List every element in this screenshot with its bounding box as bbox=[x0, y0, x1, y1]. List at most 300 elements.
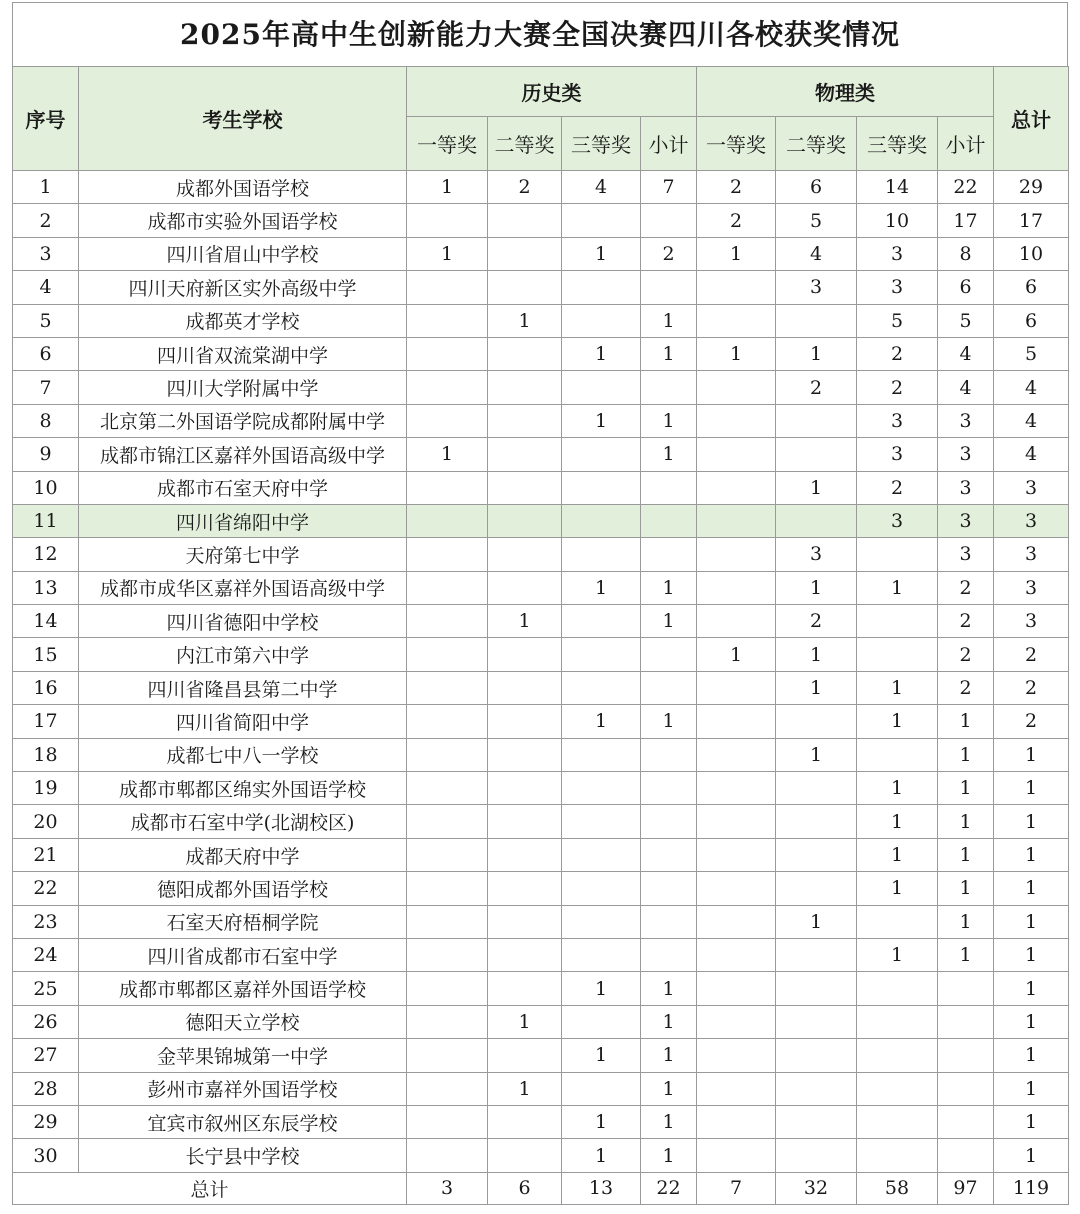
cell-physics-first bbox=[697, 538, 776, 571]
cell-history-first bbox=[407, 972, 488, 1005]
cell-history-subtotal bbox=[641, 772, 697, 805]
cell-physics-subtotal: 2 bbox=[938, 605, 994, 638]
cell-physics-second: 3 bbox=[776, 538, 857, 571]
cell-total: 2 bbox=[994, 671, 1069, 704]
cell-history-second bbox=[488, 538, 562, 571]
cell-no: 6 bbox=[13, 337, 79, 370]
cell-physics-subtotal: 3 bbox=[938, 471, 994, 504]
cell-history-third bbox=[562, 838, 641, 871]
cell-physics-third bbox=[857, 1005, 938, 1038]
cell-history-subtotal bbox=[641, 204, 697, 237]
cell-school: 成都市实验外国语学校 bbox=[79, 204, 407, 237]
cell-history-second bbox=[488, 237, 562, 270]
totals-history-first: 3 bbox=[407, 1172, 488, 1204]
table-row bbox=[13, 237, 1069, 270]
cell-no: 20 bbox=[13, 805, 79, 838]
totals-label: 总计 bbox=[13, 1172, 407, 1204]
cell-history-first: 1 bbox=[407, 171, 488, 204]
cell-history-subtotal: 1 bbox=[641, 1072, 697, 1105]
cell-physics-subtotal bbox=[938, 1005, 994, 1038]
cell-history-subtotal bbox=[641, 638, 697, 671]
cell-no: 22 bbox=[13, 872, 79, 905]
totals-physics-second: 32 bbox=[776, 1172, 857, 1204]
cell-school: 金苹果锦城第一中学 bbox=[79, 1039, 407, 1072]
cell-no: 9 bbox=[13, 438, 79, 471]
cell-history-second bbox=[488, 705, 562, 738]
cell-total: 1 bbox=[994, 905, 1069, 938]
cell-physics-subtotal: 8 bbox=[938, 237, 994, 270]
cell-history-second bbox=[488, 1105, 562, 1138]
cell-physics-subtotal: 3 bbox=[938, 438, 994, 471]
cell-physics-subtotal bbox=[938, 1072, 994, 1105]
totals-physics-first: 7 bbox=[697, 1172, 776, 1204]
cell-history-second bbox=[488, 638, 562, 671]
cell-physics-subtotal: 6 bbox=[938, 271, 994, 304]
table-row bbox=[13, 304, 1069, 337]
cell-physics-second bbox=[776, 705, 857, 738]
awards-table bbox=[12, 66, 1069, 1205]
cell-history-subtotal bbox=[641, 471, 697, 504]
cell-history-first bbox=[407, 1039, 488, 1072]
table-row bbox=[13, 371, 1069, 404]
cell-history-first bbox=[407, 204, 488, 237]
cell-school: 四川省成都市石室中学 bbox=[79, 938, 407, 971]
table-row bbox=[13, 438, 1069, 471]
table-body bbox=[13, 171, 1069, 1173]
cell-history-first bbox=[407, 1105, 488, 1138]
cell-physics-second bbox=[776, 938, 857, 971]
page-title: 2025年高中生创新能力大赛全国决赛四川各校获奖情况 bbox=[12, 2, 1068, 66]
header-physics: 物理类 bbox=[697, 67, 994, 117]
cell-physics-third: 3 bbox=[857, 404, 938, 437]
cell-physics-subtotal bbox=[938, 1039, 994, 1072]
cell-no: 10 bbox=[13, 471, 79, 504]
header-history: 历史类 bbox=[407, 67, 697, 117]
cell-history-third bbox=[562, 671, 641, 704]
totals-physics-third: 58 bbox=[857, 1172, 938, 1204]
cell-history-first bbox=[407, 872, 488, 905]
cell-physics-second bbox=[776, 972, 857, 1005]
cell-school: 成都市成华区嘉祥外国语高级中学 bbox=[79, 571, 407, 604]
cell-physics-third: 3 bbox=[857, 271, 938, 304]
cell-history-second: 1 bbox=[488, 605, 562, 638]
cell-physics-subtotal: 22 bbox=[938, 171, 994, 204]
cell-school: 成都市郫都区绵实外国语学校 bbox=[79, 772, 407, 805]
cell-history-third: 1 bbox=[562, 237, 641, 270]
cell-physics-third bbox=[857, 1139, 938, 1172]
cell-total: 1 bbox=[994, 738, 1069, 771]
cell-physics-third: 14 bbox=[857, 171, 938, 204]
cell-physics-first bbox=[697, 738, 776, 771]
cell-physics-subtotal: 17 bbox=[938, 204, 994, 237]
cell-physics-third: 1 bbox=[857, 772, 938, 805]
cell-physics-third: 2 bbox=[857, 471, 938, 504]
cell-no: 17 bbox=[13, 705, 79, 738]
cell-history-first bbox=[407, 671, 488, 704]
cell-no: 11 bbox=[13, 504, 79, 537]
cell-physics-first bbox=[697, 271, 776, 304]
cell-physics-second: 1 bbox=[776, 905, 857, 938]
cell-school: 德阳天立学校 bbox=[79, 1005, 407, 1038]
cell-history-second bbox=[488, 371, 562, 404]
cell-history-first bbox=[407, 838, 488, 871]
cell-physics-first bbox=[697, 938, 776, 971]
cell-physics-second: 1 bbox=[776, 738, 857, 771]
cell-physics-first bbox=[697, 872, 776, 905]
cell-history-subtotal bbox=[641, 538, 697, 571]
cell-school: 长宁县中学校 bbox=[79, 1139, 407, 1172]
cell-history-third bbox=[562, 938, 641, 971]
cell-school: 成都市锦江区嘉祥外国语高级中学 bbox=[79, 438, 407, 471]
table-row bbox=[13, 1005, 1069, 1038]
cell-physics-first: 2 bbox=[697, 171, 776, 204]
cell-physics-third bbox=[857, 1072, 938, 1105]
cell-physics-second: 1 bbox=[776, 471, 857, 504]
cell-history-third bbox=[562, 1072, 641, 1105]
cell-history-subtotal bbox=[641, 905, 697, 938]
cell-history-second bbox=[488, 738, 562, 771]
cell-physics-second bbox=[776, 438, 857, 471]
cell-physics-third: 2 bbox=[857, 371, 938, 404]
table-row bbox=[13, 738, 1069, 771]
cell-history-first: 1 bbox=[407, 438, 488, 471]
cell-school: 内江市第六中学 bbox=[79, 638, 407, 671]
cell-physics-first bbox=[697, 1139, 776, 1172]
cell-physics-third bbox=[857, 1039, 938, 1072]
cell-history-first bbox=[407, 1139, 488, 1172]
cell-physics-first bbox=[697, 438, 776, 471]
cell-history-second bbox=[488, 671, 562, 704]
cell-school: 成都英才学校 bbox=[79, 304, 407, 337]
cell-physics-first bbox=[697, 838, 776, 871]
cell-history-first bbox=[407, 271, 488, 304]
header-no: 序号 bbox=[13, 67, 79, 171]
cell-physics-third bbox=[857, 538, 938, 571]
cell-no: 7 bbox=[13, 371, 79, 404]
cell-physics-second bbox=[776, 772, 857, 805]
cell-physics-subtotal bbox=[938, 1105, 994, 1138]
cell-physics-first bbox=[697, 304, 776, 337]
cell-physics-third: 2 bbox=[857, 337, 938, 370]
cell-total: 10 bbox=[994, 237, 1069, 270]
cell-physics-third bbox=[857, 1105, 938, 1138]
cell-history-third bbox=[562, 872, 641, 905]
cell-physics-second: 1 bbox=[776, 638, 857, 671]
cell-physics-second bbox=[776, 1139, 857, 1172]
table-row bbox=[13, 671, 1069, 704]
cell-physics-third: 10 bbox=[857, 204, 938, 237]
cell-history-third bbox=[562, 905, 641, 938]
cell-physics-first bbox=[697, 404, 776, 437]
cell-no: 30 bbox=[13, 1139, 79, 1172]
table-row bbox=[13, 705, 1069, 738]
cell-physics-first bbox=[697, 1072, 776, 1105]
cell-physics-third: 1 bbox=[857, 872, 938, 905]
cell-history-first bbox=[407, 605, 488, 638]
cell-history-first bbox=[407, 571, 488, 604]
cell-history-first bbox=[407, 404, 488, 437]
cell-total: 1 bbox=[994, 938, 1069, 971]
cell-history-third bbox=[562, 1005, 641, 1038]
cell-physics-subtotal: 1 bbox=[938, 805, 994, 838]
cell-history-second: 1 bbox=[488, 1005, 562, 1038]
cell-school: 四川省眉山中学校 bbox=[79, 237, 407, 270]
cell-physics-first bbox=[697, 504, 776, 537]
cell-physics-third: 1 bbox=[857, 838, 938, 871]
table-row bbox=[13, 271, 1069, 304]
cell-physics-first bbox=[697, 471, 776, 504]
cell-physics-second bbox=[776, 1005, 857, 1038]
table-row bbox=[13, 605, 1069, 638]
cell-total: 1 bbox=[994, 1005, 1069, 1038]
cell-no: 13 bbox=[13, 571, 79, 604]
cell-history-third: 1 bbox=[562, 1105, 641, 1138]
cell-history-subtotal bbox=[641, 371, 697, 404]
cell-school: 北京第二外国语学院成都附属中学 bbox=[79, 404, 407, 437]
cell-history-second: 1 bbox=[488, 304, 562, 337]
cell-history-third: 1 bbox=[562, 571, 641, 604]
cell-no: 21 bbox=[13, 838, 79, 871]
cell-history-second bbox=[488, 204, 562, 237]
cell-physics-second bbox=[776, 1105, 857, 1138]
cell-history-first bbox=[407, 738, 488, 771]
cell-physics-second: 3 bbox=[776, 271, 857, 304]
cell-physics-subtotal: 3 bbox=[938, 404, 994, 437]
cell-history-third: 1 bbox=[562, 705, 641, 738]
cell-physics-first: 1 bbox=[697, 337, 776, 370]
cell-history-subtotal bbox=[641, 271, 697, 304]
cell-history-second bbox=[488, 337, 562, 370]
cell-history-second: 2 bbox=[488, 171, 562, 204]
cell-history-third bbox=[562, 271, 641, 304]
cell-physics-third bbox=[857, 605, 938, 638]
cell-history-second bbox=[488, 271, 562, 304]
cell-physics-second: 2 bbox=[776, 371, 857, 404]
cell-history-subtotal bbox=[641, 938, 697, 971]
cell-physics-third: 1 bbox=[857, 938, 938, 971]
totals-grand: 119 bbox=[994, 1172, 1069, 1204]
totals-history-subtotal: 22 bbox=[641, 1172, 697, 1204]
cell-school: 彭州市嘉祥外国语学校 bbox=[79, 1072, 407, 1105]
cell-school: 成都市石室天府中学 bbox=[79, 471, 407, 504]
cell-history-first bbox=[407, 705, 488, 738]
cell-total: 3 bbox=[994, 538, 1069, 571]
table-row bbox=[13, 1072, 1069, 1105]
cell-no: 18 bbox=[13, 738, 79, 771]
cell-history-subtotal: 7 bbox=[641, 171, 697, 204]
cell-no: 2 bbox=[13, 204, 79, 237]
cell-total: 5 bbox=[994, 337, 1069, 370]
cell-total: 2 bbox=[994, 638, 1069, 671]
table-row bbox=[13, 204, 1069, 237]
header-history-third: 三等奖 bbox=[562, 117, 641, 171]
cell-total: 1 bbox=[994, 872, 1069, 905]
cell-history-second bbox=[488, 805, 562, 838]
cell-total: 4 bbox=[994, 438, 1069, 471]
cell-physics-subtotal: 4 bbox=[938, 371, 994, 404]
cell-no: 23 bbox=[13, 905, 79, 938]
cell-physics-first bbox=[697, 1005, 776, 1038]
cell-history-subtotal bbox=[641, 671, 697, 704]
cell-physics-first bbox=[697, 371, 776, 404]
cell-total: 3 bbox=[994, 571, 1069, 604]
cell-physics-third: 3 bbox=[857, 504, 938, 537]
totals-row bbox=[13, 1172, 1069, 1204]
cell-history-subtotal bbox=[641, 504, 697, 537]
cell-physics-first: 1 bbox=[697, 638, 776, 671]
cell-physics-second: 1 bbox=[776, 337, 857, 370]
cell-physics-subtotal: 3 bbox=[938, 538, 994, 571]
cell-physics-second bbox=[776, 838, 857, 871]
cell-history-subtotal: 1 bbox=[641, 1039, 697, 1072]
cell-history-second bbox=[488, 404, 562, 437]
header-physics-third: 三等奖 bbox=[857, 117, 938, 171]
cell-history-first bbox=[407, 304, 488, 337]
cell-history-second bbox=[488, 905, 562, 938]
cell-physics-second: 1 bbox=[776, 671, 857, 704]
cell-physics-third: 1 bbox=[857, 571, 938, 604]
cell-history-second bbox=[488, 1139, 562, 1172]
cell-total: 6 bbox=[994, 271, 1069, 304]
cell-history-third bbox=[562, 738, 641, 771]
cell-school: 成都市郫都区嘉祥外国语学校 bbox=[79, 972, 407, 1005]
cell-physics-third: 1 bbox=[857, 671, 938, 704]
cell-history-first bbox=[407, 638, 488, 671]
header-physics-subtotal: 小计 bbox=[938, 117, 994, 171]
cell-total: 1 bbox=[994, 972, 1069, 1005]
cell-physics-subtotal: 3 bbox=[938, 504, 994, 537]
cell-history-subtotal: 1 bbox=[641, 337, 697, 370]
cell-history-second bbox=[488, 471, 562, 504]
cell-history-second bbox=[488, 504, 562, 537]
cell-physics-second bbox=[776, 304, 857, 337]
cell-physics-first bbox=[697, 772, 776, 805]
cell-history-first bbox=[407, 772, 488, 805]
cell-physics-second: 4 bbox=[776, 237, 857, 270]
cell-history-first: 1 bbox=[407, 237, 488, 270]
cell-physics-subtotal: 1 bbox=[938, 738, 994, 771]
cell-total: 1 bbox=[994, 1139, 1069, 1172]
cell-physics-third: 1 bbox=[857, 805, 938, 838]
cell-history-subtotal: 1 bbox=[641, 972, 697, 1005]
cell-school: 石室天府梧桐学院 bbox=[79, 905, 407, 938]
cell-physics-third: 5 bbox=[857, 304, 938, 337]
cell-physics-first: 2 bbox=[697, 204, 776, 237]
cell-physics-third bbox=[857, 905, 938, 938]
cell-total: 1 bbox=[994, 838, 1069, 871]
cell-physics-subtotal: 1 bbox=[938, 705, 994, 738]
cell-physics-subtotal: 5 bbox=[938, 304, 994, 337]
cell-physics-second: 5 bbox=[776, 204, 857, 237]
cell-total: 3 bbox=[994, 605, 1069, 638]
cell-history-third bbox=[562, 772, 641, 805]
cell-school: 德阳成都外国语学校 bbox=[79, 872, 407, 905]
cell-physics-second: 2 bbox=[776, 605, 857, 638]
cell-history-subtotal: 1 bbox=[641, 304, 697, 337]
cell-school: 四川省隆昌县第二中学 bbox=[79, 671, 407, 704]
cell-history-second: 1 bbox=[488, 1072, 562, 1105]
cell-school: 四川天府新区实外高级中学 bbox=[79, 271, 407, 304]
cell-no: 24 bbox=[13, 938, 79, 971]
table-row bbox=[13, 972, 1069, 1005]
cell-physics-subtotal: 1 bbox=[938, 772, 994, 805]
cell-physics-first bbox=[697, 905, 776, 938]
totals-history-third: 13 bbox=[562, 1172, 641, 1204]
cell-school: 成都市石室中学(北湖校区) bbox=[79, 805, 407, 838]
cell-history-subtotal bbox=[641, 838, 697, 871]
table-row bbox=[13, 504, 1069, 537]
cell-history-third: 4 bbox=[562, 171, 641, 204]
cell-no: 8 bbox=[13, 404, 79, 437]
cell-total: 1 bbox=[994, 1039, 1069, 1072]
table-row bbox=[13, 337, 1069, 370]
table-row bbox=[13, 805, 1069, 838]
header-physics-first: 一等奖 bbox=[697, 117, 776, 171]
cell-total: 1 bbox=[994, 772, 1069, 805]
totals-physics-subtotal: 97 bbox=[938, 1172, 994, 1204]
cell-no: 26 bbox=[13, 1005, 79, 1038]
header-history-second: 二等奖 bbox=[488, 117, 562, 171]
cell-physics-second bbox=[776, 1039, 857, 1072]
table-row bbox=[13, 1039, 1069, 1072]
header-physics-second: 二等奖 bbox=[776, 117, 857, 171]
cell-school: 四川省德阳中学校 bbox=[79, 605, 407, 638]
cell-total: 29 bbox=[994, 171, 1069, 204]
cell-no: 29 bbox=[13, 1105, 79, 1138]
cell-physics-first bbox=[697, 805, 776, 838]
cell-total: 3 bbox=[994, 471, 1069, 504]
table-row bbox=[13, 938, 1069, 971]
cell-physics-third: 1 bbox=[857, 705, 938, 738]
cell-history-third bbox=[562, 204, 641, 237]
cell-history-subtotal: 1 bbox=[641, 1139, 697, 1172]
cell-history-first bbox=[407, 538, 488, 571]
cell-physics-first: 1 bbox=[697, 237, 776, 270]
cell-history-second bbox=[488, 872, 562, 905]
cell-physics-subtotal bbox=[938, 1139, 994, 1172]
cell-no: 1 bbox=[13, 171, 79, 204]
cell-history-first bbox=[407, 805, 488, 838]
cell-history-third bbox=[562, 638, 641, 671]
cell-no: 14 bbox=[13, 605, 79, 638]
header-history-first: 一等奖 bbox=[407, 117, 488, 171]
cell-history-second bbox=[488, 438, 562, 471]
cell-history-third bbox=[562, 605, 641, 638]
cell-history-second bbox=[488, 972, 562, 1005]
cell-physics-third bbox=[857, 972, 938, 1005]
cell-total: 1 bbox=[994, 1105, 1069, 1138]
cell-physics-subtotal: 2 bbox=[938, 571, 994, 604]
cell-history-third: 1 bbox=[562, 337, 641, 370]
table-row bbox=[13, 1105, 1069, 1138]
cell-history-first bbox=[407, 471, 488, 504]
cell-history-subtotal: 1 bbox=[641, 1105, 697, 1138]
cell-history-subtotal: 1 bbox=[641, 571, 697, 604]
cell-history-subtotal: 1 bbox=[641, 705, 697, 738]
cell-history-first bbox=[407, 938, 488, 971]
cell-physics-first bbox=[697, 571, 776, 604]
cell-physics-third: 3 bbox=[857, 438, 938, 471]
cell-total: 1 bbox=[994, 1072, 1069, 1105]
cell-history-second bbox=[488, 571, 562, 604]
cell-history-third bbox=[562, 538, 641, 571]
cell-no: 27 bbox=[13, 1039, 79, 1072]
cell-history-second bbox=[488, 938, 562, 971]
cell-school: 四川大学附属中学 bbox=[79, 371, 407, 404]
cell-history-subtotal bbox=[641, 805, 697, 838]
cell-no: 5 bbox=[13, 304, 79, 337]
table-row bbox=[13, 571, 1069, 604]
